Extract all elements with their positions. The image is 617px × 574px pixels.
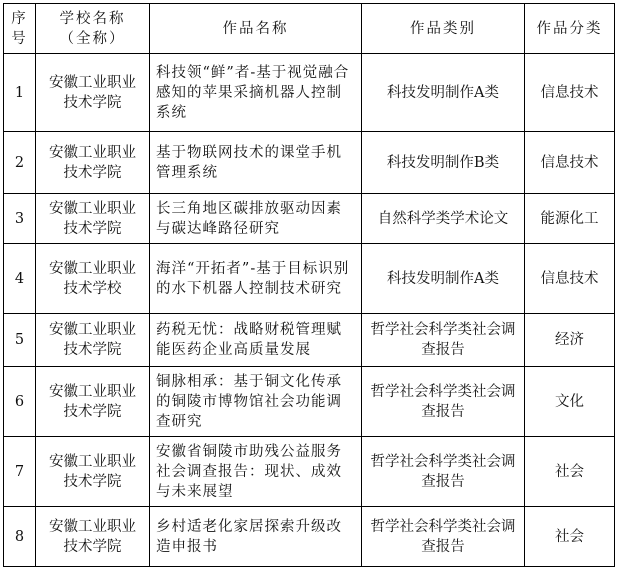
row-work-category: 信息技术 [525, 54, 615, 132]
table-row [4, 132, 615, 194]
row-index: 8 [4, 507, 36, 567]
row-work-category: 文化 [525, 367, 615, 437]
row-work-name: 安徽省铜陵市助残公益服务社会调查报告：现状、成效与未来展望 [150, 437, 362, 507]
row-index: 1 [4, 54, 36, 132]
row-work-category: 信息技术 [525, 244, 615, 314]
table-row [4, 314, 615, 367]
row-work-type: 哲学社会科学类社会调查报告 [362, 367, 525, 437]
row-index: 6 [4, 367, 36, 437]
table-row [4, 194, 615, 244]
header-work-name: 作品名称 [150, 4, 362, 54]
row-school: 安徽工业职业技术学院 [36, 507, 150, 567]
row-work-type: 自然科学类学术论文 [362, 194, 525, 244]
awards-table [3, 3, 615, 567]
row-work-name: 药税无忧：战略财税管理赋能医药企业高质量发展 [150, 314, 362, 367]
table-row [4, 507, 615, 567]
row-index: 4 [4, 244, 36, 314]
row-work-category: 能源化工 [525, 194, 615, 244]
row-school: 安徽工业职业技术学院 [36, 314, 150, 367]
row-work-type: 科技发明制作B类 [362, 132, 525, 194]
row-work-type: 哲学社会科学类社会调查报告 [362, 437, 525, 507]
row-work-name: 乡村适老化家居探索升级改造申报书 [150, 507, 362, 567]
row-index: 2 [4, 132, 36, 194]
table-row [4, 367, 615, 437]
table-row [4, 244, 615, 314]
header-work-type: 作品类别 [362, 4, 525, 54]
header-row [4, 4, 615, 54]
row-work-type: 科技发明制作A类 [362, 244, 525, 314]
row-work-category: 社会 [525, 437, 615, 507]
table-row [4, 437, 615, 507]
row-work-category: 社会 [525, 507, 615, 567]
header-work-category: 作品分类 [525, 4, 615, 54]
row-work-category: 经济 [525, 314, 615, 367]
row-school: 安徽工业职业技术学院 [36, 54, 150, 132]
row-school: 安徽工业职业技术学院 [36, 437, 150, 507]
row-index: 5 [4, 314, 36, 367]
row-school: 安徽工业职业技术学院 [36, 132, 150, 194]
row-work-name: 基于物联网技术的课堂手机管理系统 [150, 132, 362, 194]
row-work-category: 信息技术 [525, 132, 615, 194]
row-work-type: 科技发明制作A类 [362, 54, 525, 132]
row-school: 安徽工业职业技术学院 [36, 194, 150, 244]
header-school: 学校名称 （全称） [36, 4, 150, 54]
row-work-name: 铜脉相承：基于铜文化传承的铜陵市博物馆社会功能调查研究 [150, 367, 362, 437]
row-index: 3 [4, 194, 36, 244]
header-index: 序 号 [4, 4, 36, 54]
row-work-type: 哲学社会科学类社会调查报告 [362, 507, 525, 567]
row-work-type: 哲学社会科学类社会调查报告 [362, 314, 525, 367]
row-work-name: 科技领“鲜”者-基于视觉融合感知的苹果采摘机器人控制系统 [150, 54, 362, 132]
row-school: 安徽工业职业技术学校 [36, 244, 150, 314]
row-work-name: 海洋“开拓者”-基于目标识别的水下机器人控制技术研究 [150, 244, 362, 314]
row-school: 安徽工业职业技术学院 [36, 367, 150, 437]
row-index: 7 [4, 437, 36, 507]
table-row [4, 54, 615, 132]
row-work-name: 长三角地区碳排放驱动因素与碳达峰路径研究 [150, 194, 362, 244]
